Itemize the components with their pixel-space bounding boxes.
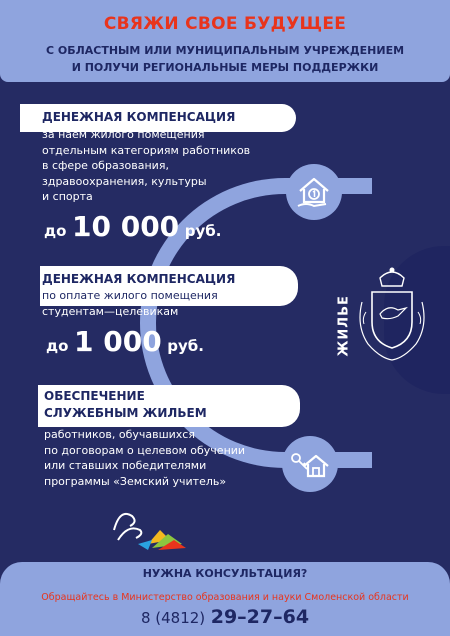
smolensk-emblem-icon [352, 262, 432, 366]
block3-line: работников, обучавшихся [44, 428, 195, 441]
block3-line: по договорам о целевом обучении [44, 443, 246, 457]
block1-text [42, 127, 250, 205]
block1-line: отдельным категориям работников [42, 143, 251, 157]
consultation-heading: НУЖНА КОНСУЛЬТАЦИЯ? [142, 567, 308, 580]
zemsky-uchitel-logo [108, 500, 190, 554]
block1-line: в сфере образования, [42, 159, 169, 173]
house-key-icon [282, 436, 338, 492]
ministry-contact-text: Обращайтесь в Министерство образования и науки Смоленской области [41, 592, 409, 603]
amount-prefix: до [46, 337, 69, 355]
block1-line: здравоохранения, культуры [42, 174, 207, 188]
amount-value: 1 000 [74, 325, 162, 358]
phone-code: 8 (4812) [140, 609, 206, 627]
block3-text [44, 427, 245, 489]
block3-line: программы «Земский учитель» [44, 474, 227, 488]
phone-number [0, 606, 450, 628]
block3-heading-1: ОБЕСПЕЧЕНИЕ [44, 389, 145, 403]
block1-heading: ДЕНЕЖНАЯ КОМПЕНСАЦИЯ [42, 110, 236, 124]
subtitle-line-1: С ОБЛАСТНЫМ ИЛИ МУНИЦИПАЛЬНЫМ УЧРЕЖДЕНИЕМ [45, 44, 405, 57]
amount-unit: руб. [167, 337, 204, 355]
side-label-housing: ЖИЛЬЕ [336, 295, 352, 357]
block3-line: или ставших победителями [44, 459, 207, 473]
block1-line: и спорта [42, 190, 93, 204]
amount-unit: руб. [184, 222, 222, 240]
amount-value: 10 000 [72, 210, 180, 243]
block2-heading: ДЕНЕЖНАЯ КОМПЕНСАЦИЯ [42, 272, 236, 286]
block2-amount [46, 325, 204, 358]
block1-amount [44, 210, 221, 243]
block3-heading-2: СЛУЖЕБНЫМ ЖИЛЬЕМ [44, 406, 207, 420]
block2-text [42, 288, 218, 319]
phone-digits: 29–27–64 [210, 606, 310, 628]
block2-line: по оплате жилого помещения [42, 289, 218, 302]
block1-line: за наем жилого помещения [42, 128, 205, 141]
amount-prefix: до [44, 222, 67, 240]
house-hand-icon [286, 164, 342, 220]
page-title: СВЯЖИ СВОЕ БУДУЩЕЕ [103, 14, 347, 34]
subtitle-line-2: И ПОЛУЧИ РЕГИОНАЛЬНЫЕ МЕРЫ ПОДДЕРЖКИ [71, 61, 379, 74]
block2-line: студентам—целевикам [42, 304, 179, 318]
